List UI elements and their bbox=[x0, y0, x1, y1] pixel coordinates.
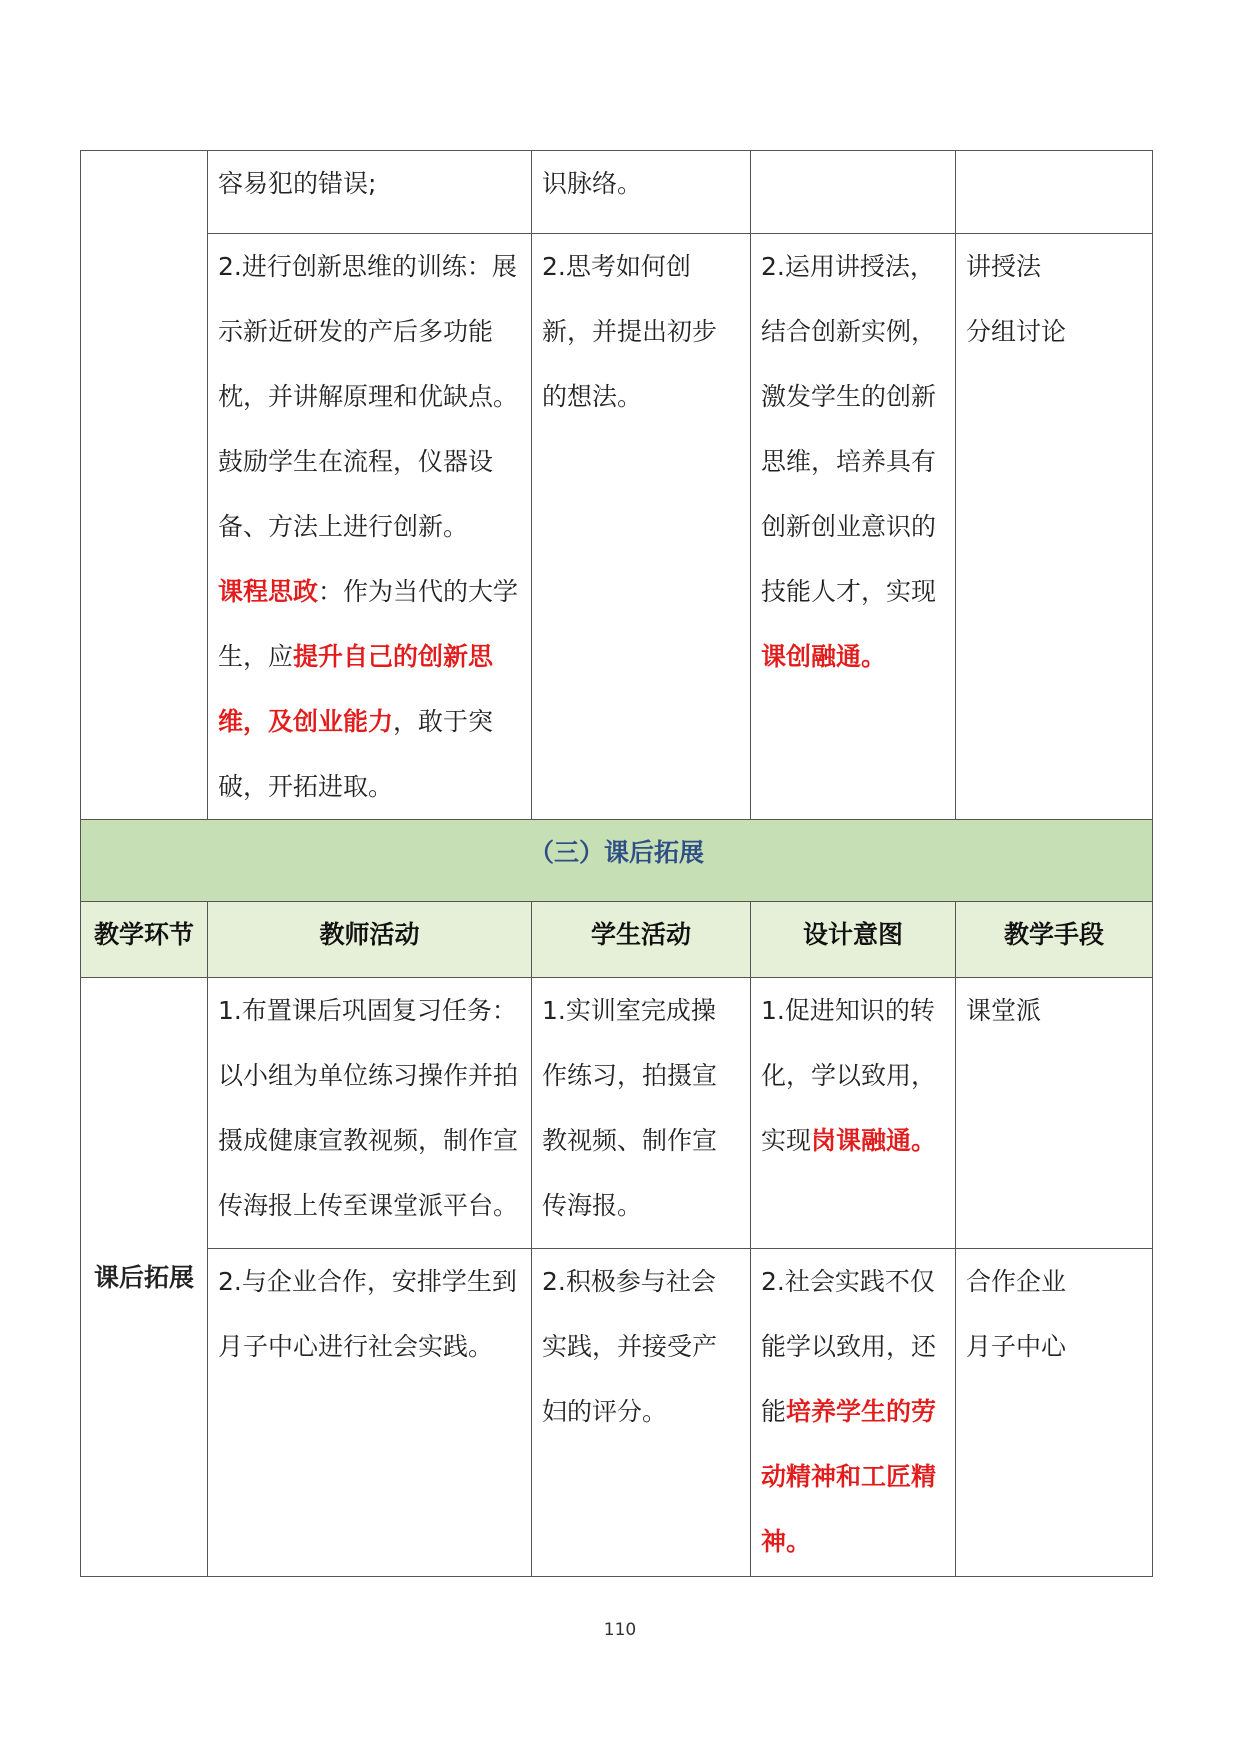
column-header-stage: 教学环节 bbox=[81, 902, 208, 978]
teaching-means-cell bbox=[956, 234, 1153, 820]
teaching-means-text: 课堂派 bbox=[966, 996, 1042, 1025]
student-activity-cell bbox=[532, 1249, 751, 1577]
column-header-teacher: 教师活动 bbox=[208, 902, 532, 978]
ideology-tag: 课程思政 bbox=[218, 577, 319, 606]
lesson-plan-table bbox=[80, 150, 1153, 1577]
teacher-activity-text: 1.布置课后巩固复习任务：以小组为单位练习操作并拍摄成健康宣教视频，制作宣传海报上传至课堂派平台。 bbox=[218, 996, 519, 1220]
teaching-means-line: 分组讨论 bbox=[966, 317, 1067, 346]
teacher-activity-cell bbox=[208, 151, 532, 234]
page-number: 110 bbox=[603, 1620, 637, 1640]
table-row bbox=[81, 234, 1153, 820]
emphasis-text: 课创融通。 bbox=[761, 642, 887, 671]
teaching-means-cell bbox=[956, 978, 1153, 1249]
teaching-means-cell bbox=[956, 1249, 1153, 1577]
teaching-means-cell bbox=[956, 151, 1153, 234]
table-row bbox=[81, 151, 1153, 234]
stage-cell-previous bbox=[81, 151, 208, 820]
teaching-means-line: 讲授法 bbox=[966, 252, 1042, 281]
emphasis-text: 岗课融通。 bbox=[811, 1126, 937, 1155]
teaching-means-line: 月子中心 bbox=[966, 1332, 1067, 1361]
student-activity-cell bbox=[532, 151, 751, 234]
student-activity-text: 2.思考如何创新，并提出初步的想法。 bbox=[542, 252, 718, 411]
section-row bbox=[81, 820, 1153, 902]
stage-label: 课后拓展 bbox=[81, 978, 208, 1577]
student-activity-text: 1.实训室完成操作练习，拍摄宣教视频、制作宣传海报。 bbox=[542, 996, 718, 1220]
design-intent-text: 2.运用讲授法，结合创新实例，激发学生的创新思维，培养具有创新创业意识的技能人才，实现 bbox=[761, 252, 937, 606]
design-intent-cell bbox=[751, 978, 956, 1249]
student-activity-text: 2.积极参与社会实践，并接受产妇的评分。 bbox=[542, 1267, 718, 1426]
student-activity-text: 识脉络。 bbox=[542, 169, 643, 198]
design-intent-text: 1.促进知识的转化，学以致用，实现 bbox=[761, 996, 937, 1155]
design-intent-cell bbox=[751, 151, 956, 234]
teacher-activity-cell bbox=[208, 234, 532, 820]
teacher-activity-text: 2.进行创新思维的训练：展示新近研发的产后多功能枕，并讲解原理和优缺点。鼓励学生在流程，仪器设备、方法上进行创新。 bbox=[218, 252, 519, 541]
table-row bbox=[81, 978, 1153, 1249]
teacher-activity-text-mid: ：作为当代的大学生，应 bbox=[218, 577, 519, 671]
teacher-activity-cell bbox=[208, 978, 532, 1249]
column-header-means: 教学手段 bbox=[956, 902, 1153, 978]
teacher-activity-cell bbox=[208, 1249, 532, 1577]
section-title: （三）课后拓展 bbox=[81, 820, 1153, 902]
student-activity-cell bbox=[532, 978, 751, 1249]
table-row bbox=[81, 1249, 1153, 1577]
column-header-intent: 设计意图 bbox=[751, 902, 956, 978]
emphasis-text: 培养学生的劳动精神和工匠精神。 bbox=[761, 1397, 937, 1556]
teacher-activity-text-end: ，敢于突破，开拓进取。 bbox=[218, 707, 494, 801]
design-intent-cell bbox=[751, 234, 956, 820]
design-intent-text: 2.社会实践不仅能学以致用，还能 bbox=[761, 1267, 937, 1426]
design-intent-cell bbox=[751, 1249, 956, 1577]
student-activity-cell bbox=[532, 234, 751, 820]
teacher-activity-text: 容易犯的错误; bbox=[218, 169, 377, 198]
teacher-activity-text: 2.与企业合作，安排学生到月子中心进行社会实践。 bbox=[218, 1267, 517, 1361]
teaching-means-line: 合作企业 bbox=[966, 1267, 1067, 1296]
header-row bbox=[81, 902, 1153, 978]
emphasis-text: 提升自己的创新思维，及创业能力 bbox=[218, 642, 494, 736]
column-header-student: 学生活动 bbox=[532, 902, 751, 978]
